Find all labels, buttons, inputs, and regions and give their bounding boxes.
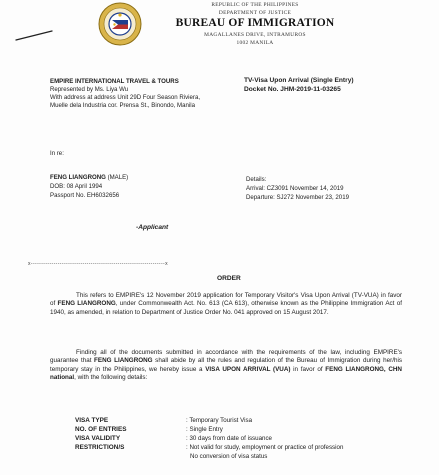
agency-rep: Represented by Ms. Liya Wu (50, 86, 129, 93)
validity-value: : 30 days from date of issuance (186, 435, 272, 442)
case-type: TV-Visa Upon Arrival (Single Entry) (244, 77, 354, 84)
details-departure: Departure: SJ272 November 23, 2019 (246, 194, 349, 201)
person-passport: Passport No. EH6032656 (50, 192, 120, 199)
para2-person-name: FENG LIANGRONG (94, 357, 153, 365)
in-re-label: In re: (50, 150, 64, 157)
header-city: 1002 MANILA (236, 40, 274, 46)
entries-value: : Single Entry (186, 426, 223, 433)
visa-type-value: : Temporary Tourist Visa (186, 417, 253, 424)
visa-type-label: VISA TYPE (75, 417, 109, 424)
header-address: MAGALLANES DRIVE, INTRAMUROS (204, 32, 306, 38)
entries-label: NO. OF ENTRIES (75, 426, 127, 433)
para1-person-name: FENG LIANGRONG (57, 300, 116, 308)
restriction-extra: No conversion of visa status (190, 453, 268, 460)
docket-number: Docket No. JHM-2019-11-03265 (244, 86, 341, 93)
agency-address-2: Muelle dela Industria cor. Prensa St., Binondo, Manila (50, 102, 195, 109)
bureau-seal-icon (98, 2, 142, 46)
person-sex: (MALE) (107, 174, 129, 181)
para2-visa-type: VISA UPON ARRIVAL (VUA) (205, 365, 291, 373)
pen-stroke-mark (14, 28, 54, 42)
header-agency: BUREAU OF IMMIGRATION (175, 17, 335, 29)
restriction-value: : Not valid for study, employment or practice of profession (186, 444, 344, 451)
header-republic: REPUBLIC OF THE PHILIPPINES (211, 2, 299, 8)
details-label: Details: (246, 176, 267, 183)
restriction-label: RESTRICTION/S (75, 444, 125, 451)
person-dob: DOB: 08 April 1994 (50, 183, 103, 190)
order-paragraph-1: This refers to EMPIRE's 12 November 2019 application for Temporary Visitor's Visa Upon Arrival (TV-VUA) in favor of FENG LIANGRONG, under Commonwealth Act. No. 613 (CA 613), otherwise known as the Philippine Immigration Act of 1940, as amended, in relation to Department of Justice Order No. 041 approved on 15 August 2017. (50, 292, 402, 316)
para2-person-nationality: FENG LIANGRONG, CHN national (50, 365, 402, 381)
person-name-line (50, 174, 128, 182)
agency-name: EMPIRE INTERNATIONAL TRAVEL & TOURS (50, 78, 179, 85)
header-department: DEPARTMENT OF JUSTICE (218, 10, 292, 16)
agency-address-1: With address at address Unit 29D Four Season Riviera, (50, 94, 201, 101)
order-paragraph-2: Finding all of the documents submitted in accordance with the requirements of the law, including EMPIRE's guarantee that FENG LIANGRONG shall abide by all the rules and regulation of the Bureau of Immigration during her/his temporary stay in the Philippines, we hereby issue a VISA UPON ARRIVAL (VUA) in favor of FENG LIANGRONG, CHN national, with the following details: (50, 349, 402, 381)
validity-label: VISA VALIDITY (75, 435, 121, 442)
details-arrival: Arrival: CZ3091 November 14, 2019 (246, 185, 344, 192)
order-title: ORDER (217, 275, 241, 282)
person-name: FENG LIANGRONG (50, 174, 106, 181)
applicant-label: -Applicant (136, 224, 169, 231)
divider-line: x-----------------------------------------------------------------x (28, 261, 169, 267)
